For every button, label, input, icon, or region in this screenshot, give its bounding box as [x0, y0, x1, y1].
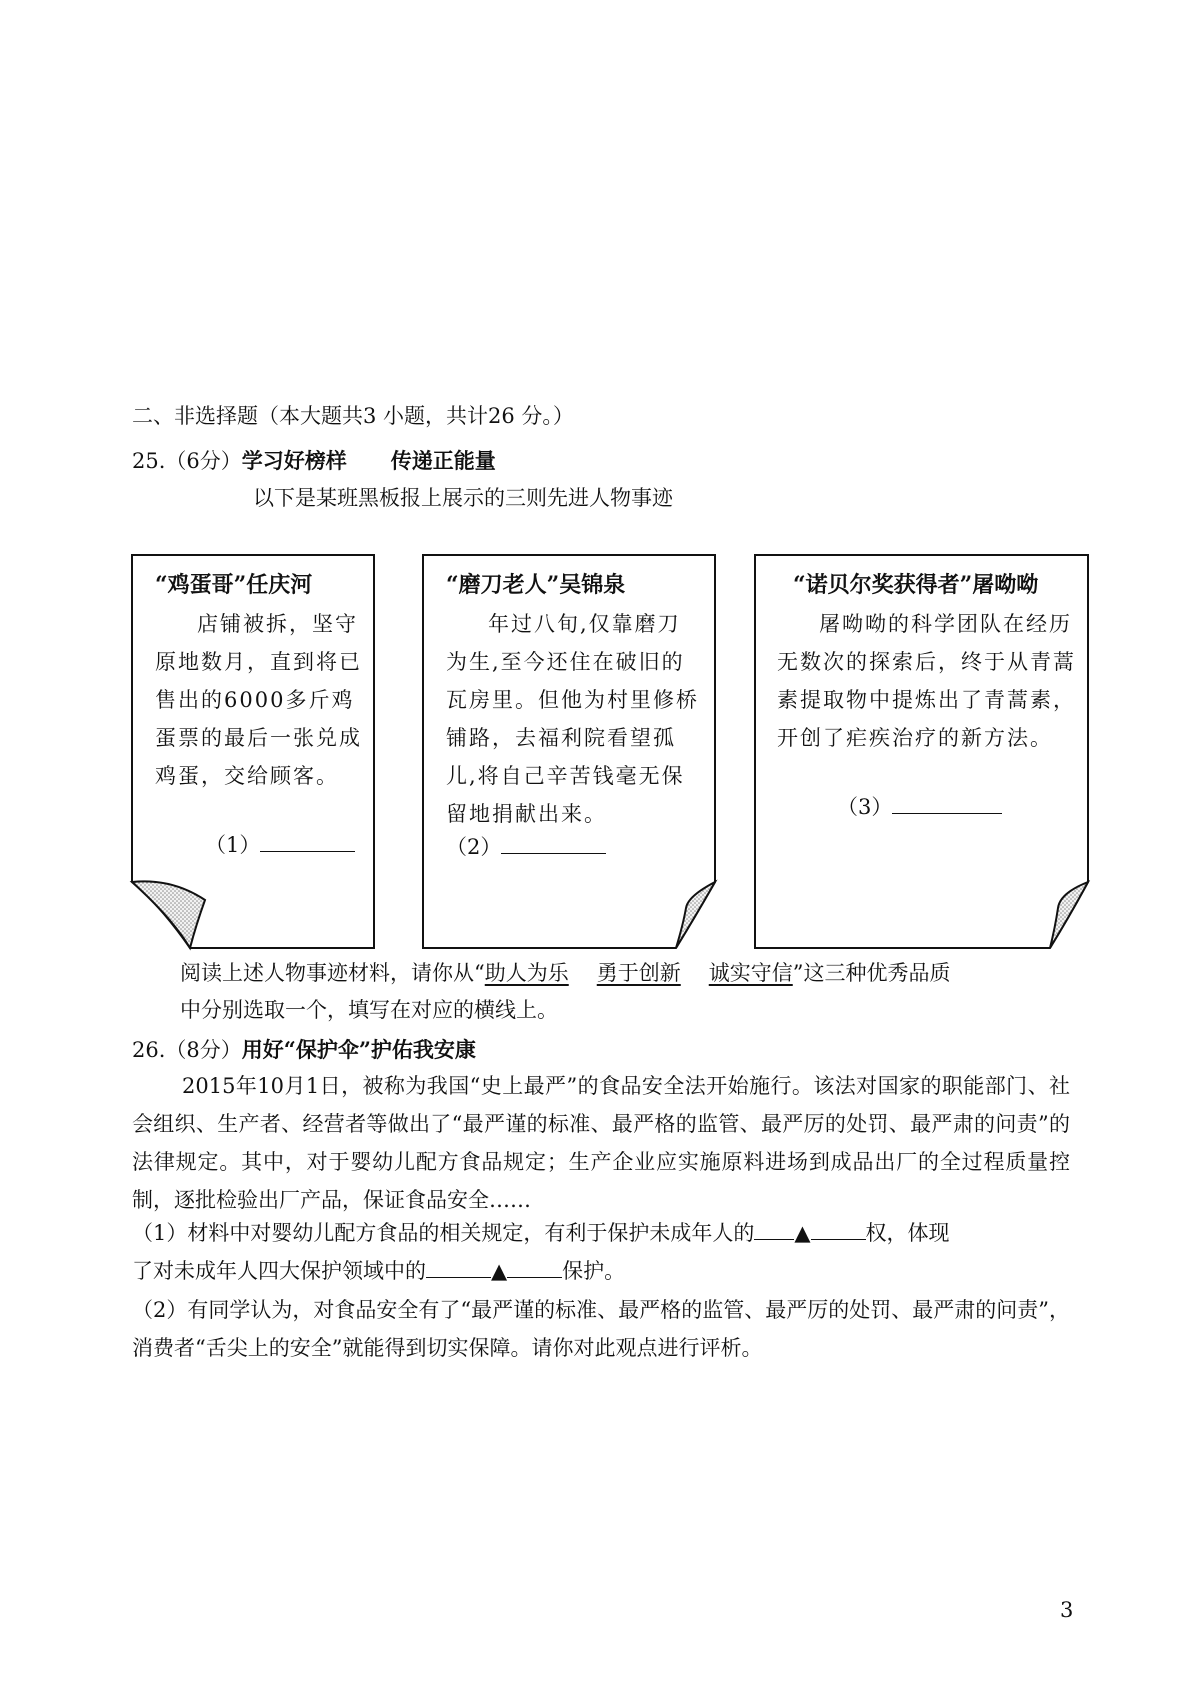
q26-sub1-line1 — [132, 1217, 950, 1247]
q26-sub1-text-b: 权，体现 — [865, 1221, 950, 1245]
q26-sub1-text-a: （1）材料中对婴幼儿配方食品的相关规定，有利于保护未成年人的 — [132, 1221, 755, 1245]
section-heading: 二、非选择题（本大题共3 小题，共计26 分。） — [132, 404, 574, 428]
q26-material: 2015年10月1日，被称为我国“史上最严”的食品安全法开始施行。该法对国家的职能部门、社会组织、生产者、经营者等做出了“最严谨的标准、最严格的监管、最严厉的处罚、最严肃的问责”的法律规定。其中，对于婴幼儿配方食品规定；生产企业应实施原料进场到成品出厂的全过程质量控制，逐批检验出厂产品，保证食品安全…… — [132, 1074, 1070, 1212]
q26-title: 用好“保护伞”护佑我安康 — [241, 1037, 476, 1062]
card-3 — [777, 568, 1079, 821]
card-1-body: 店铺被拆，坚守原地数月，直到将已售出的6000多斤鸡蛋票的最后一张兑成鸡蛋，交给顾客。 — [155, 612, 362, 788]
card-2-title: “磨刀老人”吴锦泉 — [446, 572, 626, 598]
card-3-title: “诺贝尔奖获得者”屠呦呦 — [793, 572, 1039, 598]
quality-3: 诚实守信 — [708, 961, 793, 985]
card-1-answer — [155, 829, 365, 859]
q26-sub1-line2 — [132, 1255, 625, 1285]
q25-title-part1: 学习好榜样 — [241, 448, 347, 473]
card-2-answer — [446, 831, 701, 861]
page-number: 3 — [1060, 1598, 1074, 1622]
quality-1: 助人为乐 — [484, 961, 569, 985]
card-3-answer-label: （3） — [837, 795, 893, 819]
q25-instruction-line1 — [180, 957, 951, 987]
card-1-answer-blank[interactable] — [260, 829, 355, 852]
q26-sub1-blank-c[interactable] — [426, 1255, 491, 1278]
card-3-answer — [777, 791, 1079, 821]
q25-instruction-suffix: ”这三种优秀品质 — [792, 961, 951, 985]
card-2-answer-label: （2） — [446, 835, 502, 859]
card-3-body: 屠呦呦的科学团队在经历无数次的探索后，终于从青蒿素提取物中提炼出了青蒿素，开创了疟疾治疗的新方法。 — [777, 612, 1076, 750]
card-2-answer-blank[interactable] — [501, 831, 606, 854]
triangle-icon: ▲ — [491, 1259, 508, 1283]
card-1-answer-label: （1） — [205, 833, 261, 857]
q26-sub1-line2-text-b: 保护。 — [562, 1259, 626, 1283]
q26-sub1-line2-text-a: 了对未成年人四大保护领域中的 — [132, 1259, 426, 1283]
q25-instruction-prefix: 阅读上述人物事迹材料，请你从“ — [180, 961, 485, 985]
card-1-title: “鸡蛋哥”任庆河 — [155, 572, 313, 598]
q26-number: 26.（8分） — [132, 1038, 242, 1062]
card-3-answer-blank[interactable] — [892, 791, 1002, 814]
q25-instruction-line2: 中分别选取一个，填写在对应的横线上。 — [180, 998, 558, 1022]
quality-2: 勇于创新 — [596, 961, 681, 985]
q26-sub2: （2）有同学认为，对食品安全有了“最严谨的标准、最严格的监管、最严厉的处罚、最严肃的问责”，消费者“舌尖上的安全”就能得到切实保障。请你对此观点进行评析。 — [132, 1298, 1070, 1360]
q25-intro: 以下是某班黑板报上展示的三则先进人物事迹 — [253, 486, 673, 510]
q26-header — [132, 1034, 476, 1064]
card-2 — [446, 568, 701, 861]
q25-number: 25.（6分） — [132, 449, 242, 473]
q25-header — [132, 445, 496, 475]
triangle-icon: ▲ — [794, 1221, 811, 1245]
q26-sub1-blank-d[interactable] — [507, 1255, 562, 1278]
card-2-body: 年过八旬,仅靠磨刀为生,至今还住在破旧的瓦房里。但他为村里修桥铺路，去福利院看望孤儿,将自己辛苦钱毫无保留地捐献出来。 — [446, 612, 699, 826]
q26-sub1-blank-a[interactable] — [754, 1217, 794, 1240]
card-1 — [155, 568, 365, 859]
q26-sub1-blank-b[interactable] — [811, 1217, 866, 1240]
q25-title-part2: 传递正能量 — [390, 448, 496, 473]
